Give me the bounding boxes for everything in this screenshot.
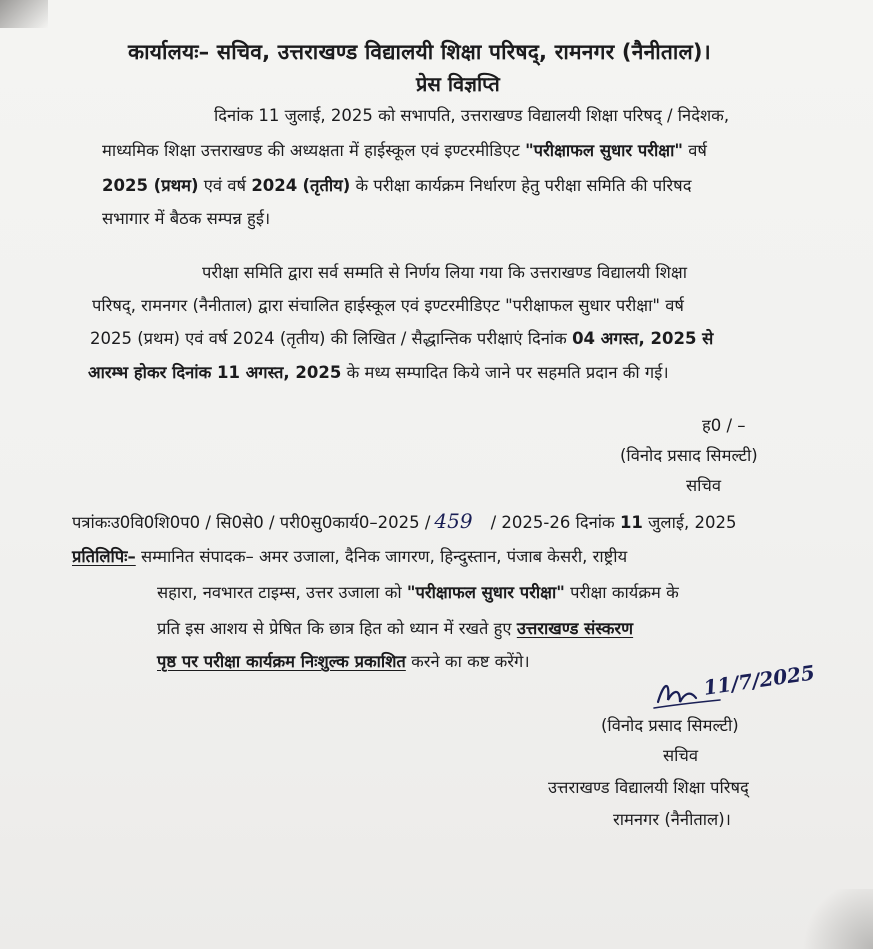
para1-line3-mid: एवं वर्ष: [198, 176, 252, 195]
para2-end-date: आरम्भ होकर दिनांक 11 अगस्त, 2025: [88, 363, 342, 382]
copy-to-line3-text: प्रति इस आशय से प्रेषित कि छात्र हित को ध्यान में रखते हुए: [157, 619, 517, 638]
para2-line3-text: 2025 (प्रथम) एवं वर्ष 2024 (तृतीय) की लिखित / सैद्धान्तिक परीक्षाएं दिनांक: [90, 329, 573, 348]
signatory2-place: रामनगर (नैनीताल)।: [613, 810, 731, 829]
reference-session: / 2025-26 दिनांक: [490, 513, 620, 532]
para1-line2-end: वर्ष: [683, 141, 707, 160]
copy-to-line4-end: करने का कष्ट करेंगे।: [405, 652, 530, 671]
copy-to-recipients: सम्मानित संपादक– अमर उजाला, दैनिक जागरण, हिन्दुस्तान, पंजाब केसरी, राष्ट्रीय: [135, 547, 628, 566]
copy-to-publish-text: पृष्ठ पर परीक्षा कार्यक्रम निःशुल्क प्रकाशित: [157, 652, 406, 671]
para2-start-date: 04 अगस्त, 2025 से: [572, 329, 714, 348]
office-heading: कार्यालयः– सचिव, उत्तराखण्ड विद्यालयी शिक्षा परिषद्, रामनगर (नैनीताल)।: [128, 40, 711, 64]
para1-year-2025: 2025 (प्रथम): [102, 176, 199, 195]
para1-line4: सभागार में बैठक सम्पन्न हुई।: [102, 209, 271, 228]
copy-to-exam-name: "परीक्षाफल सुधार परीक्षा": [406, 583, 565, 602]
copy-to-line2-text: सहारा, नवभारत टाइम्स, उत्तर उजाला को: [157, 583, 407, 602]
reference-month-year: जुलाई, 2025: [642, 513, 737, 532]
reference-prefix: पत्रांकःउ0वि0शि0प0 / सि0से0 / परी0सु0कार्य0–2025 /: [72, 513, 431, 532]
signatory2-name: (विनोद प्रसाद सिमल्टी): [601, 716, 739, 735]
reference-day: 11: [619, 513, 643, 532]
copy-to-line3: [157, 619, 633, 639]
signatory-designation: सचिव: [686, 476, 722, 495]
para2-line4: [88, 363, 669, 383]
handwritten-signature: [650, 660, 840, 722]
para1-line3: [102, 176, 691, 196]
para1-year-2024: 2024: [251, 176, 298, 195]
para2-line3: [90, 329, 713, 349]
copy-to-line4: [157, 652, 530, 672]
copy-to-line1: [72, 547, 627, 567]
signatory2-organisation: उत्तराखण्ड विद्यालयी शिक्षा परिषद्: [548, 778, 749, 797]
signatory-name: (विनोद प्रसाद सिमल्टी): [620, 446, 758, 465]
signature-date: 11/7/2025: [702, 660, 817, 700]
page-shadow: [793, 889, 873, 949]
reference-number: 459: [434, 509, 473, 533]
press-release-title: प्रेस विज्ञप्ति: [416, 72, 500, 96]
para2-line1: परीक्षा समिति द्वारा सर्व सम्मति से निर्णय लिया गया कि उत्तराखण्ड विद्यालयी शिक्षा: [202, 263, 687, 282]
para1-line2-text: माध्यमिक शिक्षा उत्तराखण्ड की अध्यक्षता में हाईस्कूल एवं इण्टरमीडिएट: [102, 141, 526, 160]
para2-line2: परिषद्, रामनगर (नैनीताल) द्वारा संचालित हाईस्कूल एवं इण्टरमीडिएट "परीक्षाफल सुधार परीक्षा" वर्ष: [92, 296, 684, 315]
para1-third: (तृतीय): [302, 176, 351, 195]
copy-to-edition: उत्तराखण्ड संस्करण: [516, 619, 634, 638]
para1-exam-name: "परीक्षाफल सुधार परीक्षा": [525, 141, 683, 160]
para1-line1: दिनांक 11 जुलाई, 2025 को सभापति, उत्तराखण्ड विद्यालयी शिक्षा परिषद् / निदेशक,: [214, 106, 730, 125]
para1-line2: [102, 141, 707, 161]
signed-mark: ह0 / –: [702, 416, 746, 435]
para2-line4-end: के मध्य सम्पादित किये जाने पर सहमति प्रदान की गई।: [341, 363, 669, 382]
copy-to-label: प्रतिलिपिः–: [72, 547, 136, 566]
copy-to-line2: [157, 583, 679, 603]
page-corner-fold: [0, 0, 48, 28]
para1-line3-end: के परीक्षा कार्यक्रम निर्धारण हेतु परीक्षा समिति की परिषद: [350, 176, 692, 195]
letter-reference: [72, 511, 736, 533]
signatory2-designation: सचिव: [663, 746, 699, 765]
copy-to-line2-end: परीक्षा कार्यक्रम के: [564, 583, 679, 602]
